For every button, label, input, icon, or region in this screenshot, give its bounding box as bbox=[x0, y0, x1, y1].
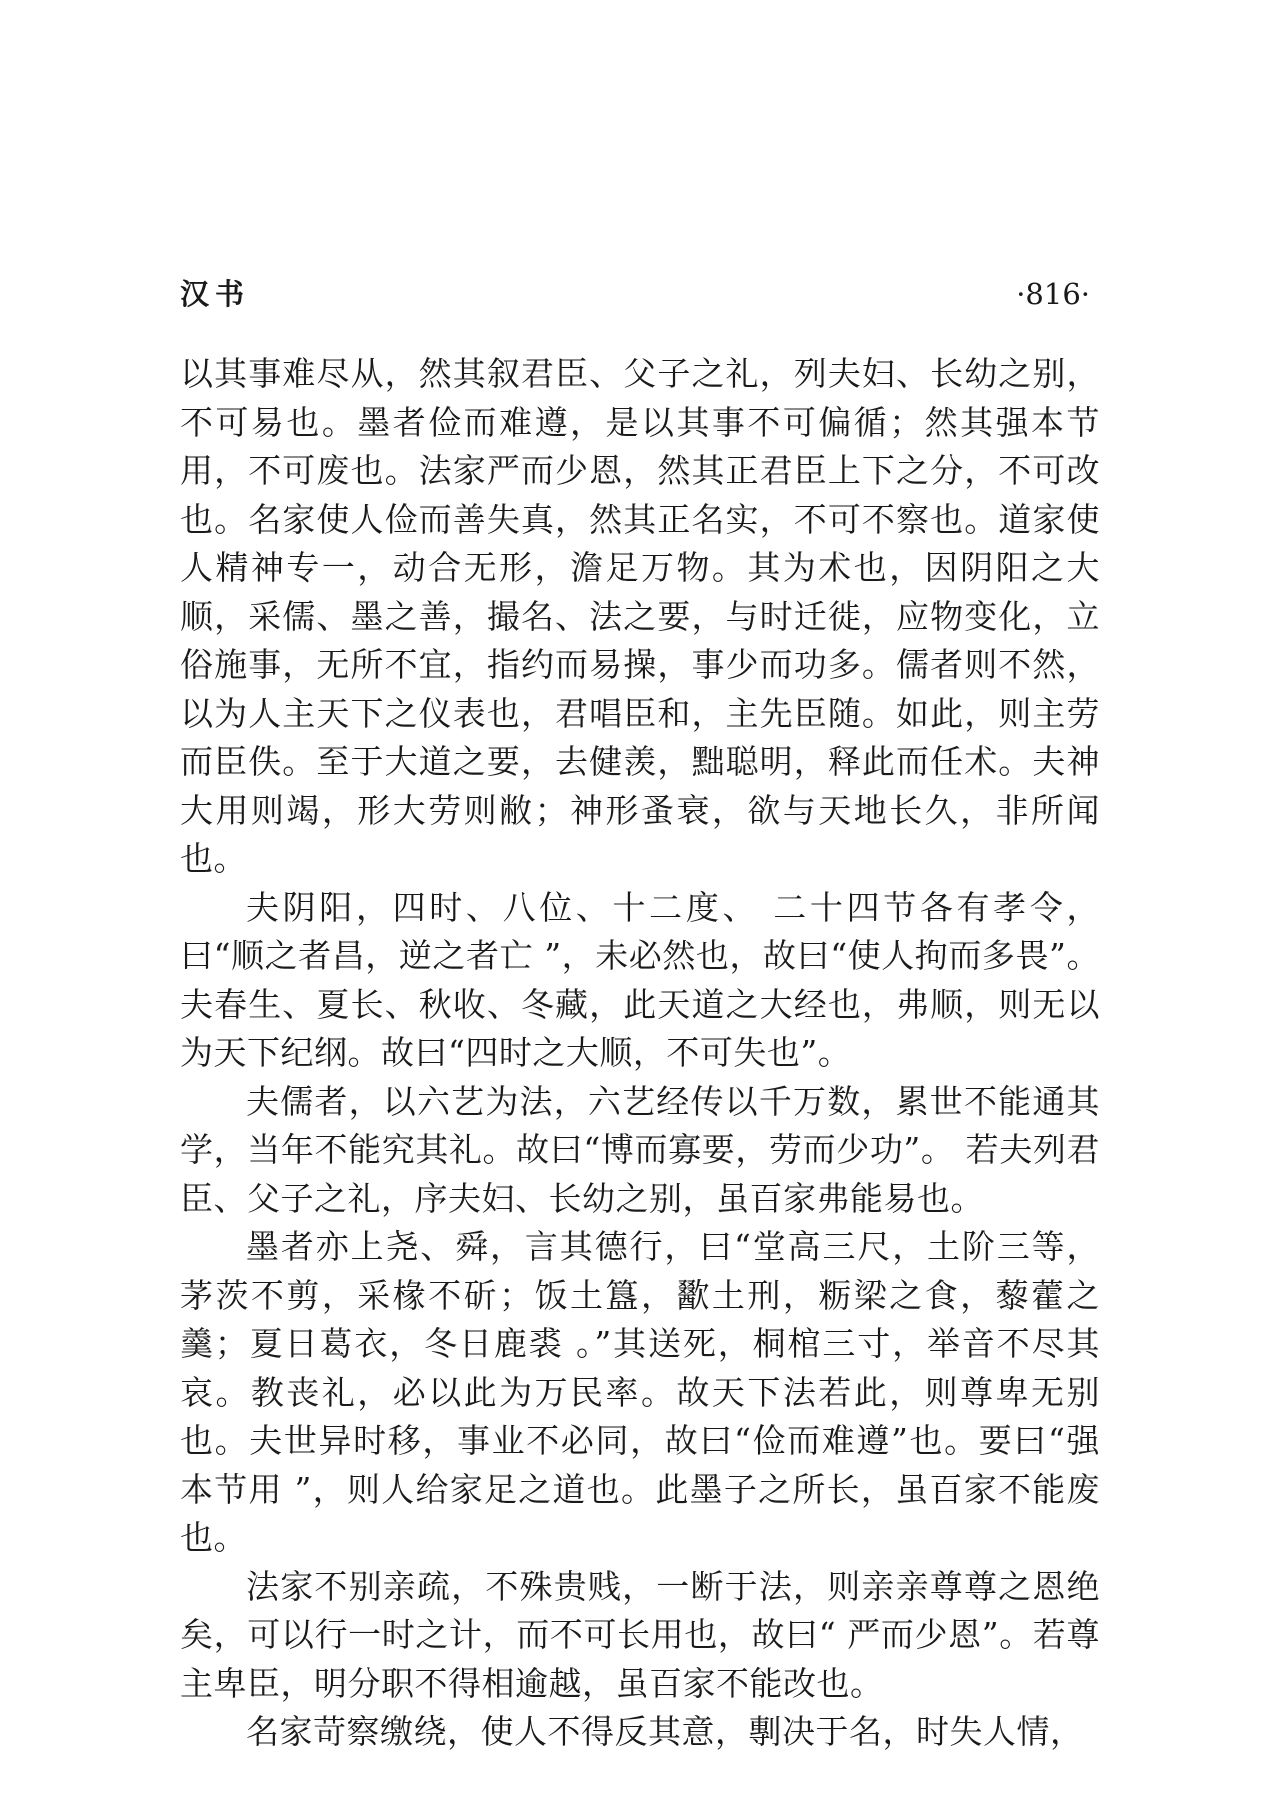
paragraph: 夫儒者，以六艺为法，六艺经传以千万数，累世不能通其学，当年不能究其礼。故曰“博而寡要，劳而少功”。 若夫列君臣、父子之礼，序夫妇、长幼之别，虽百家弗能易也。 bbox=[180, 1081, 1100, 1218]
book-title: 汉书 bbox=[180, 277, 251, 311]
page-number: ·816· bbox=[1016, 277, 1090, 311]
paragraph: 以其事难尽从，然其叙君臣、父子之礼，列夫妇、长幼之别，不可易也。墨者俭而难遵，是以其事不可偏循；然其强本节用，不可废也。法家严而少恩，然其正君臣上下之分，不可改也。名家使人俭而善失真，然其正名实，不可不察也。道家使人精神专一，动合无形，澹足万物。其为术也，因阴阳之大顺，采儒、墨之善，撮名、法之要，与时迁徙，应物变化，立俗施事，无所不宜，指约而易操，事少而功多。儒者则不然，以为人主天下之仪表也，君唱臣和，主先臣随。如此，则主劳而臣佚。至于大道之要，去健羡，黜聪明，释此而任术。夫神大用则竭，形大劳则敝；神形蚤衰，欲与天地长久，非所闻也。 bbox=[180, 354, 1100, 878]
paragraph: 夫阴阳，四时、八位、十二度、 二十四节各有孝令， 曰“顺之者昌，逆之者亡 ”，未必然也，故曰“使人拘而多畏”。夫春生、夏长、秋收、冬藏，此天道之大经也，弗顺，则无以为天下纪纲。故曰“四时之大顺，不可失也”。 bbox=[180, 887, 1100, 1072]
body-text bbox=[180, 350, 1100, 1757]
paragraph: 名家苛察缴绕，使人不得反其意，剸决于名，时失人情， bbox=[246, 1712, 1084, 1751]
paragraph: 法家不别亲疏，不殊贵贱，一断于法，则亲亲尊尊之恩绝矣，可以行一时之计，而不可长用也，故曰“ 严而少恩”。若尊主卑臣，明分职不得相逾越，虽百家不能改也。 bbox=[180, 1566, 1100, 1703]
paragraph: 墨者亦上尧、舜，言其德行，曰“堂高三尺，土阶三等，茅茨不剪，采椽不斫；饭土簋，歠土刑，粝梁之食，藜藿之羹；夏日葛衣，冬日鹿裘 。”其送死，桐棺三寸，举音不尽其哀。教丧礼，必以此为万民率。故天下法若此，则尊卑无别也。夫世异时移，事业不必同，故曰“俭而难遵”也。要曰“强本节用 ”，则人给家足之道也。此墨子之所长，虽百家不能废也。 bbox=[180, 1227, 1100, 1557]
page-header bbox=[180, 270, 1090, 318]
